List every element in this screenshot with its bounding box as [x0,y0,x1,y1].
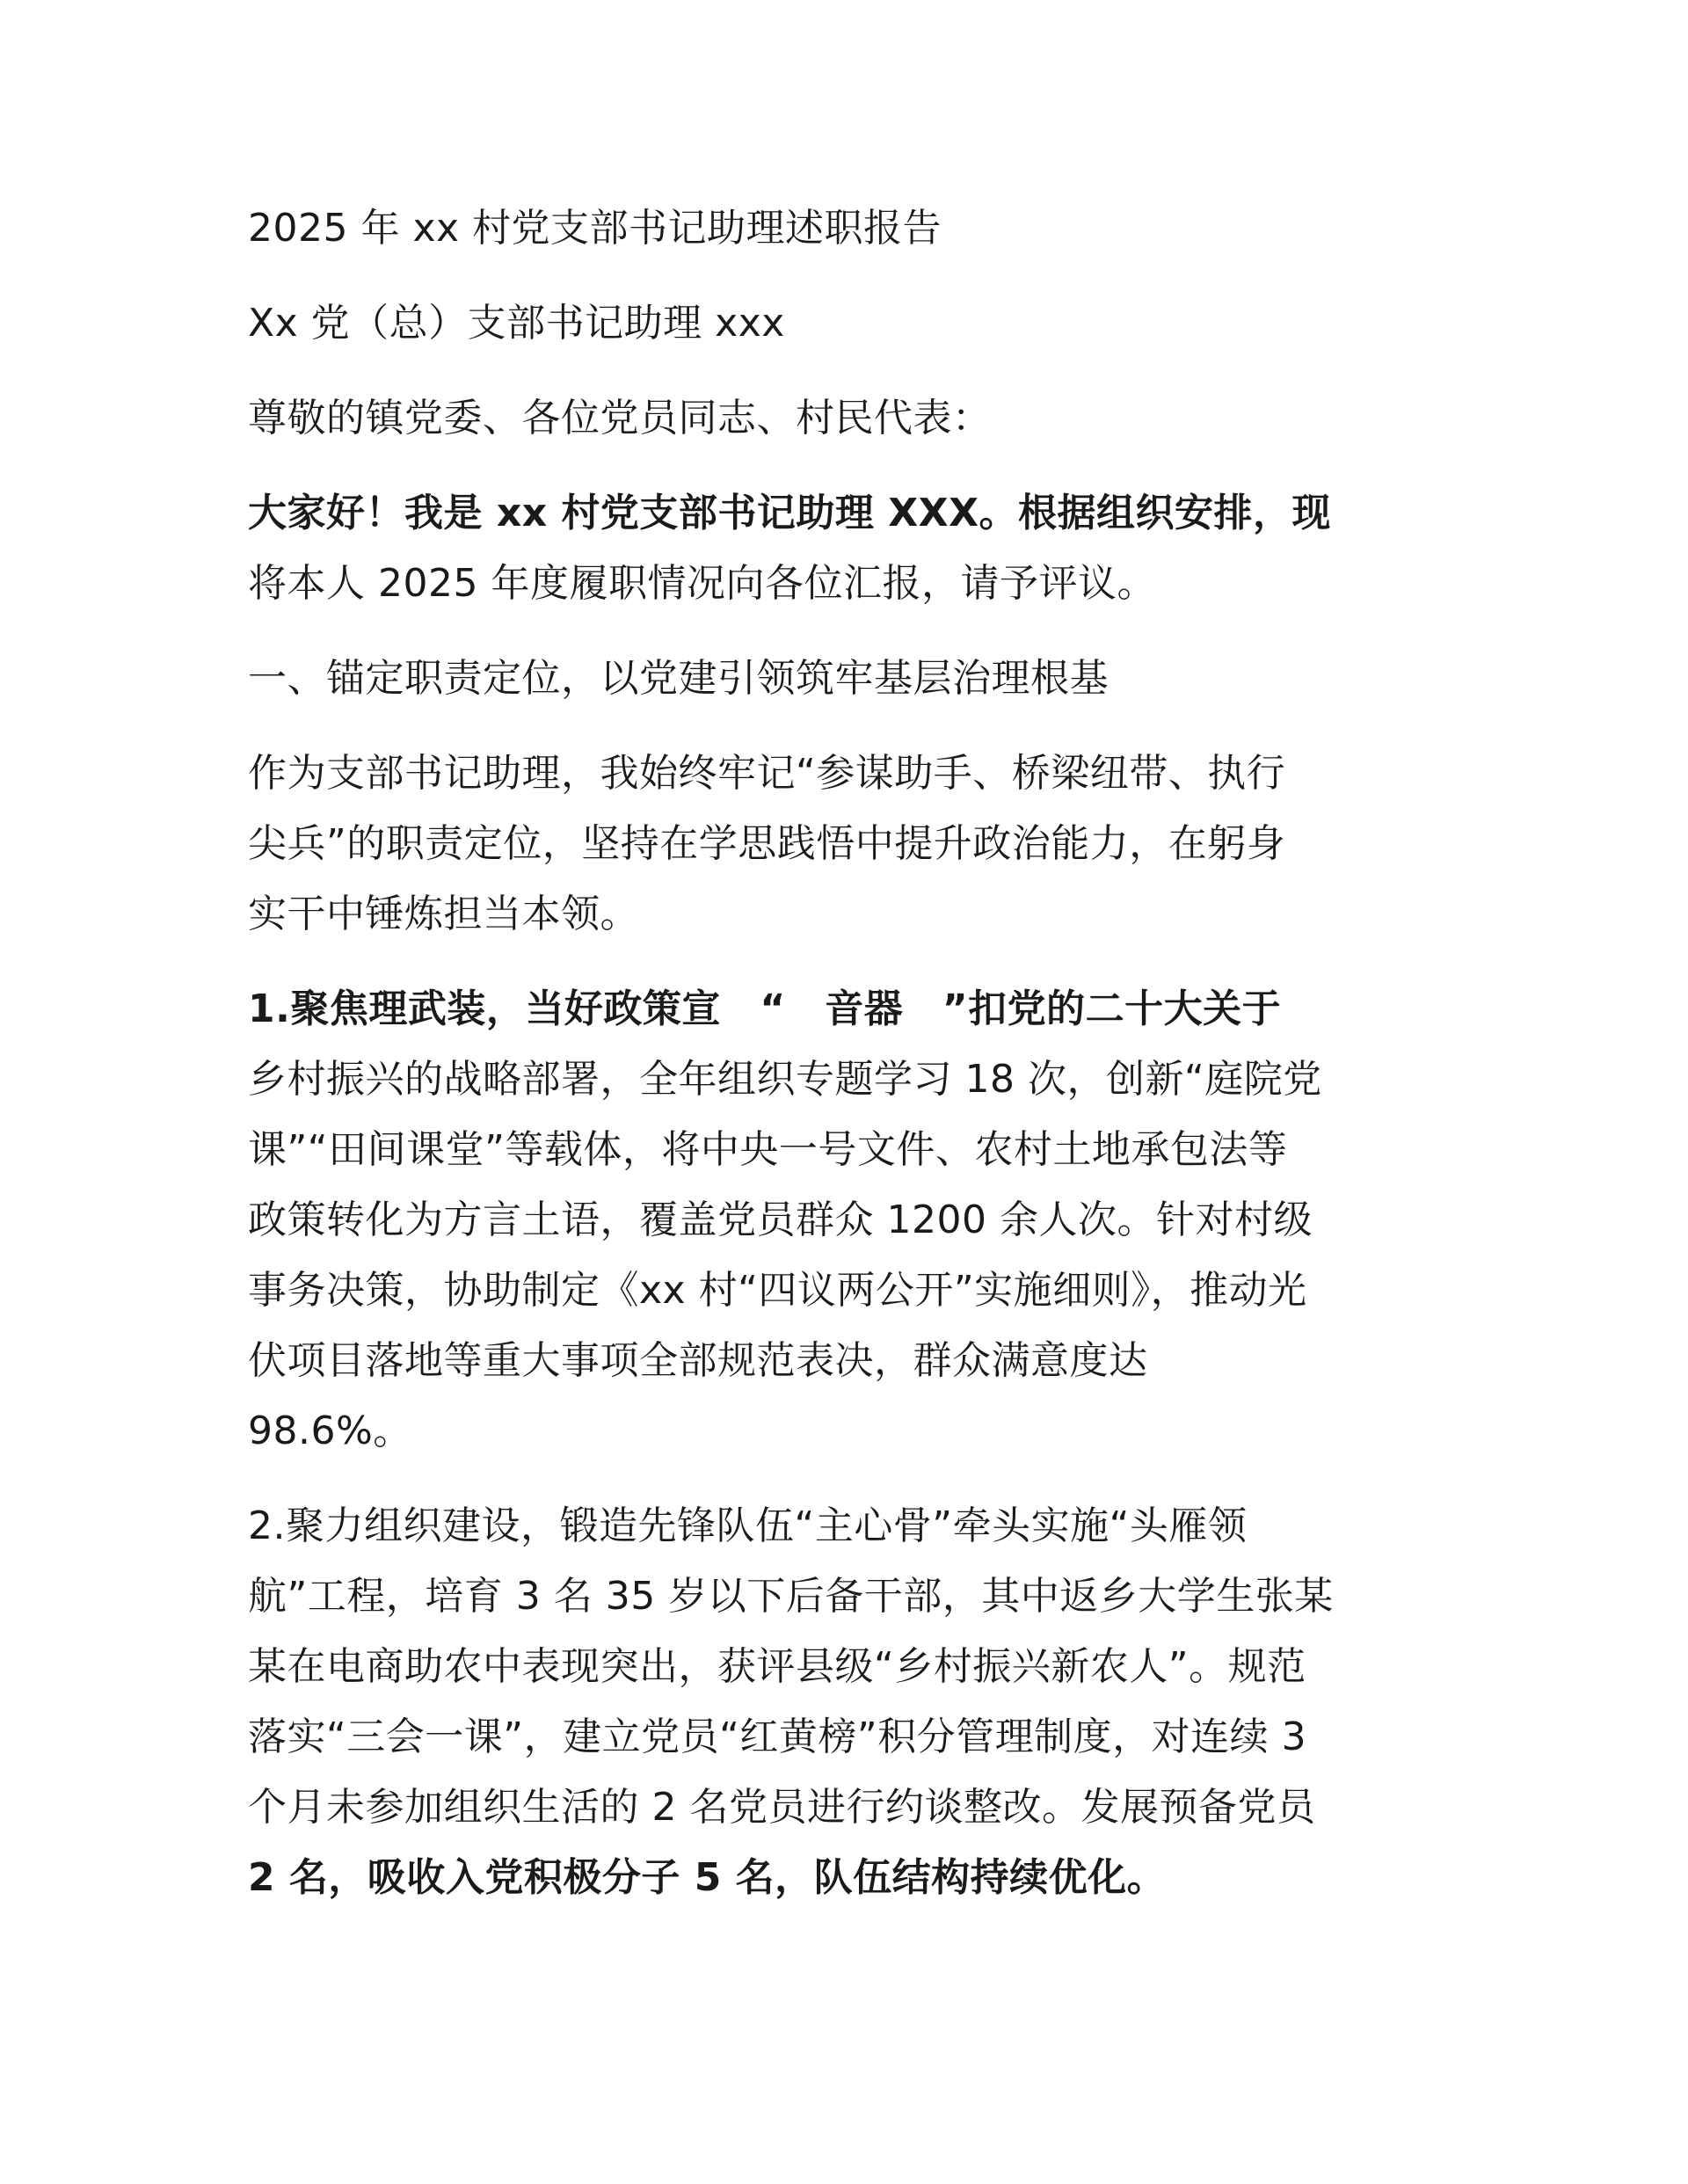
item-1-line-7: 98.6%。 [248,1409,412,1453]
item-2-line-3: 某在电商助农中表现突出，获评县级“乡村振兴新农人”。规范 [248,1644,1306,1689]
section-1-line-3: 实干中锤炼担当本领。 [248,892,639,936]
item-1-line-5: 事务决策，协助制定《xx 村“四议两公开”实施细则》，推动光 [248,1268,1307,1313]
author-line: Xx 党（总）支部书记助理 xxx [248,301,785,346]
document-body [248,193,1444,1938]
section-1-line-1: 作为支部书记助理，我始终牢记“参谋助手、桥梁纽带、执行 [248,751,1286,796]
item-1-line-6: 伏项目落地等重大事项全部规范表决，群众满意度达 [248,1338,1148,1383]
item-2-line-2: 航”工程，培育 3 名 35 岁以下后备干部，其中返乡大学生张某 [248,1574,1334,1619]
document-title: 2025 年 xx 村党支部书记助理述职报告 [248,206,942,251]
item-1-line-2: 乡村振兴的战略部署，全年组织专题学习 18 次，创新“庭院党 [248,1057,1322,1102]
item-1-line-3: 课”“田间课堂”等载体，将中央一号文件、农村土地承包法等 [248,1127,1288,1172]
intro-paragraph [248,478,1444,619]
section-1-line-2: 尖兵”的职责定位，坚持在学思践悟中提升政治能力，在躬身 [248,821,1286,866]
item-2-line-4: 落实“三会一课”，建立党员“红黄榜”积分管理制度，对连续 3 [248,1714,1307,1759]
section-1-heading: 一、锚定职责定位，以党建引领筑牢基层治理根基 [248,656,1109,701]
section-1-paragraph [248,739,1444,950]
item-2-line-6: 2 名，吸收入党积极分子 5 名，队伍结构持续优化。 [248,1855,1167,1900]
item-2-line-1: 2.聚力组织建设，锻造先锋队伍“主心骨”牵头实施“头雁领 [248,1503,1248,1548]
item-1-line-4: 政策转化为方言土语，覆盖党员群众 1200 余人次。针对村级 [248,1198,1313,1242]
intro-line-2: 将本人 2025 年度履职情况向各位汇报，请予评议。 [248,561,1156,606]
item-2-line-5: 个月未参加组织生活的 2 名党员进行约谈整改。发展预备党员 [248,1785,1316,1830]
intro-line-1: 大家好！我是 xx 村党支部书记助理 XXX。根据组织安排，现 [248,491,1331,535]
item-1-line-1: 1.聚焦理武装，当好政策宣 “ 音器 ”扣党的二十大关于 [248,986,1282,1031]
salutation: 尊敬的镇党委、各位党员同志、村民代表： [248,396,992,440]
item-2-paragraph [248,1491,1444,1913]
item-1-paragraph [248,974,1444,1467]
